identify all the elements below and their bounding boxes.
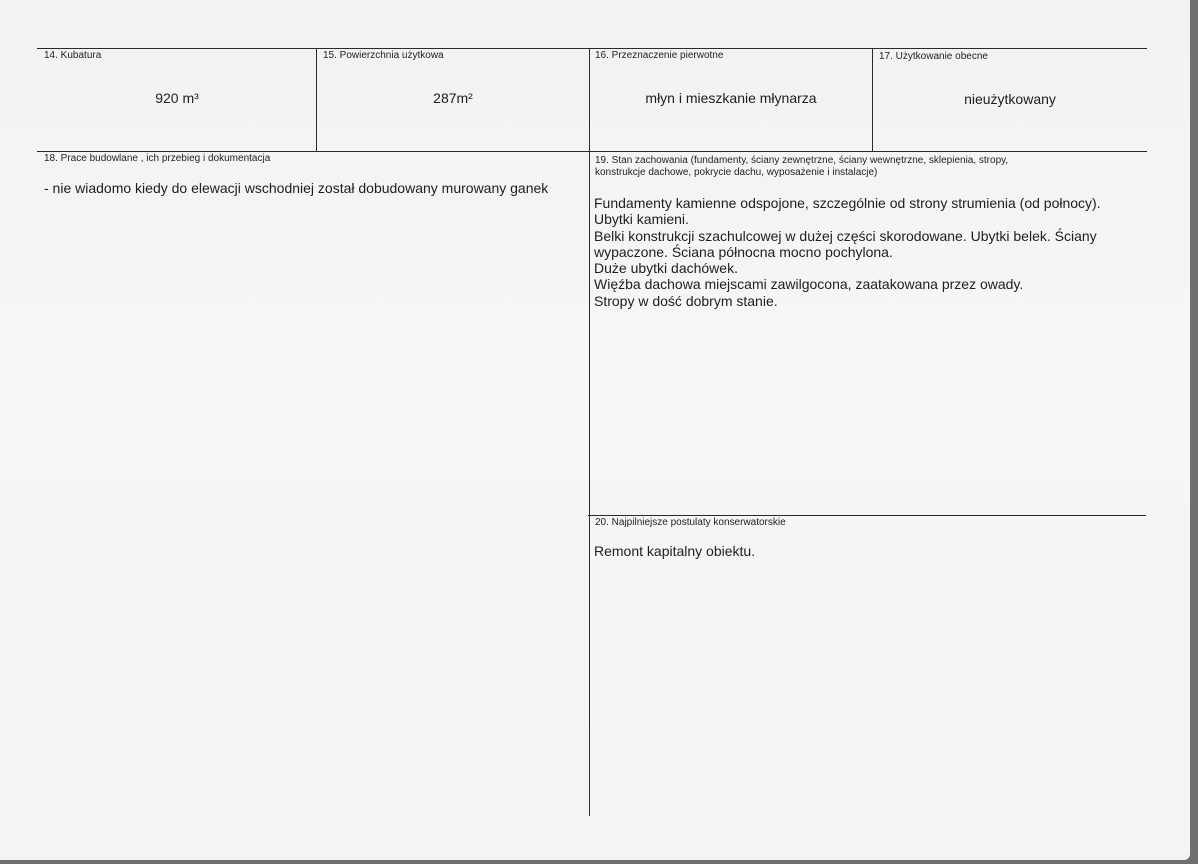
- field-20-label: 20. Najpilniejsze postulaty konserwatorskie: [595, 517, 786, 528]
- field-17-label: 17. Użytkowanie obecne: [879, 51, 988, 62]
- field-19-label-line1: 19. Stan zachowania (fundamenty, ściany zewnętrzne, ściany wewnętrzne, sklepienia, stropy,: [595, 155, 1009, 166]
- field-19-line: Belki konstrukcji szachulcowej w dużej części skorodowane. Ubytki belek. Ściany: [594, 227, 1097, 244]
- main-divider: [589, 48, 590, 816]
- field-15-value: 287m²: [433, 90, 473, 106]
- field-19-label-line2: konstrukcje dachowe, pokrycie dachu, wyposażenie i instalacje): [595, 167, 878, 178]
- field-19-line: Więźba dachowa miejscami zawilgocona, zaatakowana przez owady.: [594, 276, 1024, 293]
- row1-bottom-rule: [37, 151, 1147, 152]
- field-19-line: Fundamenty kamienne odspojone, szczególnie od strony strumienia (od połnocy).: [594, 195, 1101, 211]
- field-14-label: 14. Kubatura: [44, 50, 102, 61]
- field-18-value: - nie wiadomo kiedy do elewacji wschodniej został dobudowany murowany ganek: [44, 180, 549, 196]
- row1-top-rule: [37, 48, 1147, 49]
- field-19-line: Duże ubytki dachówek.: [594, 260, 738, 277]
- field-18-label: 18. Prace budowlane , ich przebieg i dokumentacja: [44, 153, 271, 164]
- field-19-line: wypaczone. Ściana północna mocno pochylona.: [594, 243, 893, 260]
- field-19-line: Ubytki kamieni.: [594, 211, 689, 228]
- field-16-value: młyn i mieszkanie młynarza: [645, 90, 817, 106]
- section20-top-rule: [588, 515, 1146, 516]
- field-19-line: Stropy w dość dobrym stanie.: [594, 292, 778, 309]
- field-17-value: nieużytkowany: [964, 91, 1056, 107]
- field-19-text: [594, 195, 1101, 309]
- field-20-value: Remont kapitalny obiektu.: [594, 543, 756, 559]
- field-19-label: [595, 155, 1008, 179]
- field-14-value: 920 m³: [155, 90, 199, 106]
- field-15-label: 15. Powierzchnia użytkowa: [323, 50, 444, 61]
- field-16-label: 16. Przeznaczenie pierwotne: [595, 50, 724, 61]
